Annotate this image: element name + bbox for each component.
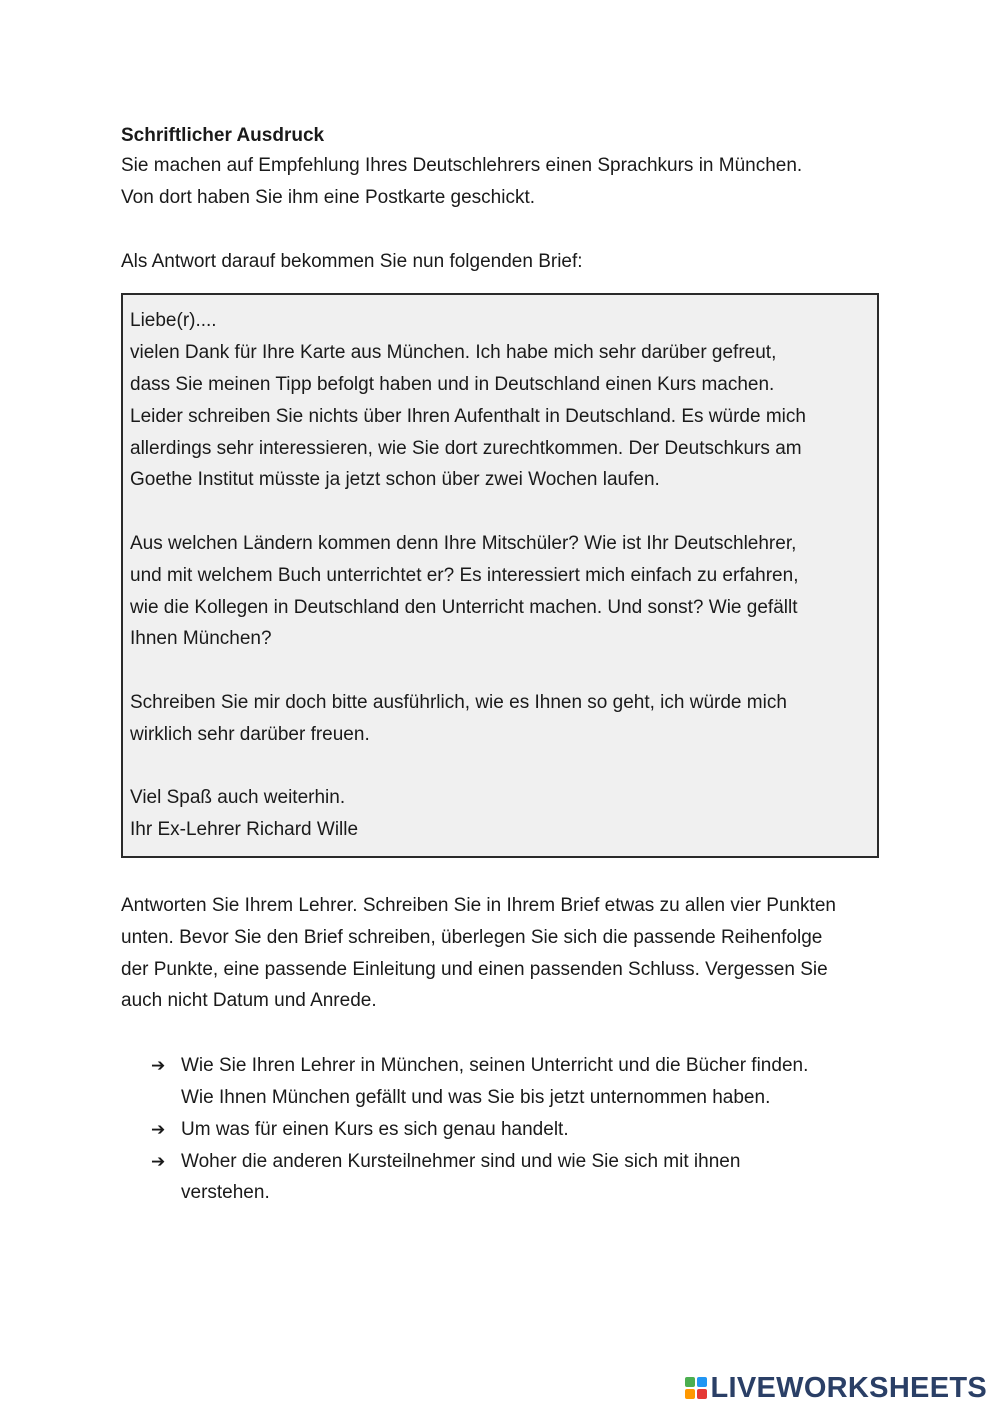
letter-signature: Ihr Ex-Lehrer Richard Wille [130, 819, 359, 841]
logo-square [697, 1389, 707, 1399]
task-point-line: Wie Ihnen München gefällt und was Sie bis jetzt unternommen haben. [181, 1086, 771, 1108]
letter-box [121, 293, 879, 858]
brand-name: LIVEWORKSHEETS [710, 1371, 987, 1404]
instructions-line: Antworten Sie Ihrem Lehrer. Schreiben Sie in Ihrem Brief etwas zu allen vier Punkten [121, 894, 836, 916]
intro-text [121, 150, 881, 214]
letter-paragraph-3 [130, 687, 869, 751]
letter-closing: Viel Spaß auch weiterhin. [130, 787, 346, 809]
instructions-line: auch nicht Datum und Anrede. [121, 990, 377, 1012]
instructions-line: der Punkte, eine passende Einleitung und einen passenden Schluss. Vergessen Sie [121, 958, 828, 980]
task-point [151, 1114, 881, 1146]
letter-line: vielen Dank für Ihre Karte aus München. Ich habe mich sehr darüber gefreut, [130, 342, 777, 364]
letter-line: Leider schreiben Sie nichts über Ihren Aufenthalt in Deutschland. Es würde mich [130, 405, 806, 427]
letter-paragraph-1 [130, 337, 869, 496]
letter-line: und mit welchem Buch unterrichtet er? Es interessiert mich einfach zu erfahren, [130, 564, 799, 586]
task-point [151, 1146, 881, 1210]
instructions-text [121, 890, 881, 1017]
task-point-line: verstehen. [181, 1182, 270, 1204]
liveworksheets-logo-icon [685, 1377, 707, 1399]
logo-square [697, 1377, 707, 1387]
instructions-line: unten. Bevor Sie den Brief schreiben, überlegen Sie sich die passende Reihenfolge [121, 926, 823, 948]
letter-greeting: Liebe(r).... [130, 310, 217, 332]
document-title: Schriftlicher Ausdruck [121, 125, 325, 146]
logo-square [685, 1389, 695, 1399]
logo-square [685, 1377, 695, 1387]
letter-paragraph-2 [130, 528, 869, 655]
letter-line: wirklich sehr darüber freuen. [130, 723, 370, 745]
letter-line: Goethe Institut müsste ja jetzt schon über zwei Wochen laufen. [130, 469, 660, 491]
letter-line: wie die Kollegen in Deutschland den Unterricht machen. Und sonst? Wie gefällt [130, 596, 798, 618]
task-point-line: Wie Sie Ihren Lehrer in München, seinen Unterricht und die Bücher finden. [181, 1055, 809, 1077]
task-points-list [121, 1050, 881, 1209]
task-point-line: Um was für einen Kurs es sich genau handelt. [181, 1118, 569, 1140]
arrow-right-icon: ➔ [151, 1151, 166, 1171]
intro-line: Sie machen auf Empfehlung Ihres Deutschlehrers einen Sprachkurs in München. [121, 155, 803, 176]
task-point [151, 1050, 881, 1114]
arrow-right-icon: ➔ [151, 1119, 166, 1139]
arrow-right-icon: ➔ [151, 1056, 166, 1076]
letter-line: dass Sie meinen Tipp befolgt haben und in Deutschland einen Kurs machen. [130, 373, 775, 395]
task-point-line: Woher die anderen Kursteilnehmer sind und wie Sie sich mit ihnen [181, 1150, 741, 1172]
letter-line: Schreiben Sie mir doch bitte ausführlich, wie es Ihnen so geht, ich würde mich [130, 691, 787, 713]
letter-line: allerdings sehr interessieren, wie Sie dort zurechtkommen. Der Deutschkurs am [130, 437, 802, 459]
letter-line: Aus welchen Ländern kommen denn Ihre Mitschüler? Wie ist Ihr Deutschlehrer, [130, 532, 797, 554]
intro-line: Von dort haben Sie ihm eine Postkarte geschickt. [121, 186, 536, 208]
liveworksheets-brand[interactable] [685, 1370, 988, 1406]
letter-line: Ihnen München? [130, 628, 272, 650]
worksheet-page [121, 122, 881, 1209]
answer-intro-text: Als Antwort darauf bekommen Sie nun folgenden Brief: [121, 250, 583, 272]
